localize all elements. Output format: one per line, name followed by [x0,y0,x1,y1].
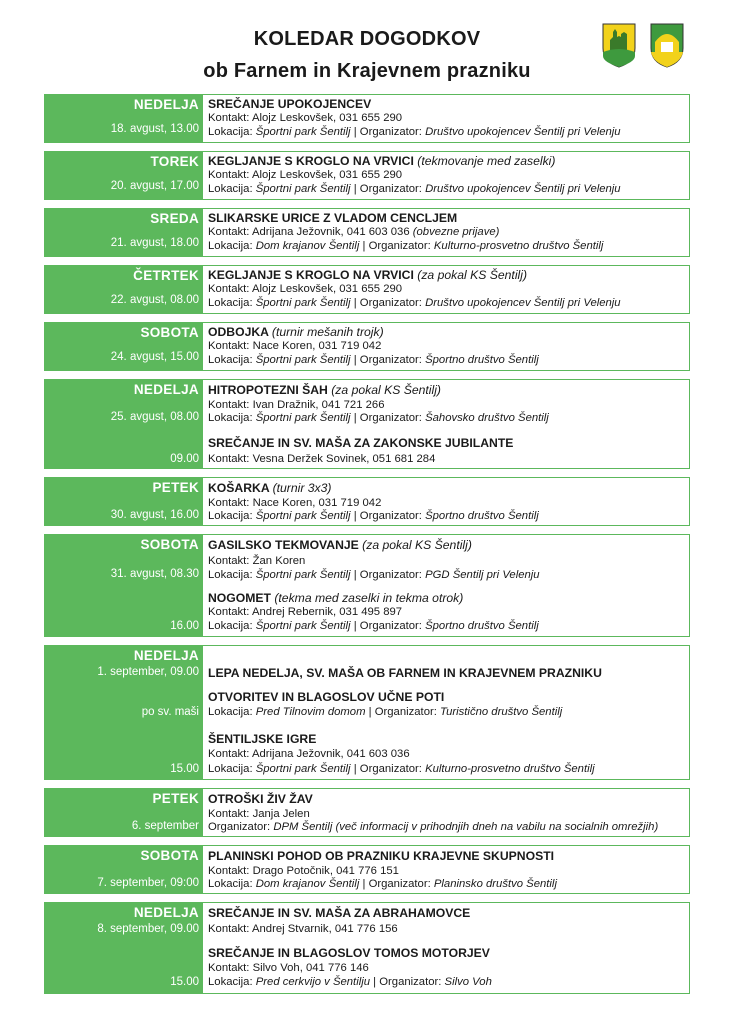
event-day: NEDELJA [133,905,199,920]
page-subtitle: ob Farnem in Krajevnem prazniku [203,60,531,82]
event-day: PETEK [152,791,199,806]
event-time: 09.00 [170,453,199,465]
event-day: NEDELJA [133,97,199,112]
event-location: Lokacija: Pred Tilnovim domom | Organizator: Turistično društvo Šentilj [208,706,563,718]
event-location: Lokacija: Športni park Šentilj | Organizator: Športno društvo Šentilj [208,510,539,522]
coat-of-arms-icon [649,22,685,68]
event-contact: Kontakt: Janja Jelen [208,808,310,820]
event-title: PLANINSKI POHOD OB PRAZNIKU KRAJEVNE SKUPNOSTI [208,849,555,863]
event-organizer: Organizator: DPM Šentilj (več informacij v prihodnjih dneh na vabilu na socialnih omrežjih) [208,821,659,833]
event-date: 25. avgust, 08.00 [110,411,199,423]
event-title: ŠENTILJSKE IGRE [208,732,317,746]
event-title: OTVORITEV IN BLAGOSLOV UČNE POTI [208,690,445,704]
event-date: 22. avgust, 08.00 [110,294,199,306]
event-contact: Kontakt: Nace Koren, 031 719 042 [208,497,382,509]
event-time: 16.00 [170,620,199,632]
event-title: SREČANJE IN SV. MAŠA ZA ZAKONSKE JUBILANTE [208,436,514,450]
event-date: 8. september, 09.00 [97,923,199,935]
event-day: NEDELJA [133,648,199,663]
event-date: 18. avgust, 13.00 [110,123,199,135]
event-title: OTROŠKI ŽIV ŽAV [208,792,313,806]
event-title: KEGLJANJE S KROGLO NA VRVICI (za pokal KS Šentilj) [208,268,528,282]
event-card [44,379,690,469]
page-title: KOLEDAR DOGODKOV [253,28,481,50]
event-title: GASILSKO TEKMOVANJE (za pokal KS Šentilj) [208,538,472,552]
event-date: 20. avgust, 17.00 [110,180,199,192]
event-card [44,845,690,894]
event-contact: Kontakt: Alojz Leskovšek, 031 655 290 [208,169,403,181]
event-location: Lokacija: Športni park Šentilj | Organizator: Društvo upokojencev Šentilj pri Velenju [208,297,621,309]
event-day: TOREK [150,154,199,169]
event-location: Lokacija: Pred cerkvijo v Šentilju | Organizator: Silvo Voh [208,976,492,988]
event-card [44,477,690,526]
event-location: Lokacija: Športni park Šentilj | Organizator: Športno društvo Šentilj [208,620,539,632]
coat-of-arms-icon [601,22,637,68]
event-location: Lokacija: Športni park Šentilj | Organizator: Društvo upokojencev Šentilj pri Velenju [208,126,621,138]
event-day: NEDELJA [133,382,199,397]
event-contact: Kontakt: Nace Koren, 031 719 042 [208,340,382,352]
event-day: SREDA [150,211,199,226]
event-contact: Kontakt: Vesna Deržek Sovinek, 051 681 284 [208,453,436,465]
event-location: Lokacija: Dom krajanov Šentilj | Organizator: Planinsko društvo Šentilj [208,878,557,890]
event-day: ČETRTEK [133,268,199,283]
event-title: HITROPOTEZNI ŠAH (za pokal KS Šentilj) [208,383,441,397]
event-title: LEPA NEDELJA, SV. MAŠA OB FARNEM IN KRAJEVNEM PRAZNIKU [208,666,602,680]
event-card [44,534,690,637]
event-day: SOBOTA [140,537,199,552]
event-card [44,645,690,780]
event-contact: Kontakt: Silvo Voh, 041 776 146 [208,962,369,974]
event-date: 1. september, 09.00 [97,666,199,678]
event-card [44,322,690,371]
event-location: Lokacija: Športni park Šentilj | Organizator: Društvo upokojencev Šentilj pri Velenju [208,183,621,195]
event-date: 31. avgust, 08.30 [110,568,199,580]
event-contact: Kontakt: Adrijana Ježovnik, 041 603 036 (obvezne prijave) [208,226,500,238]
event-contact: Kontakt: Ivan Dražnik, 041 721 266 [208,399,385,411]
event-date: 7. september, 09:00 [97,877,199,889]
event-contact: Kontakt: Alojz Leskovšek, 031 655 290 [208,112,403,124]
event-day: PETEK [152,480,199,495]
event-contact: Kontakt: Drago Potočnik, 041 776 151 [208,865,399,877]
event-contact: Kontakt: Alojz Leskovšek, 031 655 290 [208,283,403,295]
event-time: 15.00 [170,763,199,775]
event-location: Lokacija: Športni park Šentilj | Organizator: Kulturno-prosvetno društvo Šentilj [208,763,595,775]
event-title: KEGLJANJE S KROGLO NA VRVICI (tekmovanje med zaselki) [208,154,556,168]
event-card [44,94,690,143]
event-location: Lokacija: Športni park Šentilj | Organizator: Šahovsko društvo Šentilj [208,412,549,424]
event-location: Lokacija: Športni park Šentilj | Organizator: Športno društvo Šentilj [208,354,539,366]
event-date: 21. avgust, 18.00 [110,237,199,249]
event-title: SLIKARSKE URICE Z VLADOM CENCLJEM [208,211,458,225]
event-date: 30. avgust, 16.00 [110,509,199,521]
event-card [44,151,690,200]
event-title: SREČANJE IN BLAGOSLOV TOMOS MOTORJEV [208,946,490,960]
event-card [44,902,690,994]
event-card [44,788,690,837]
event-contact: Kontakt: Žan Koren [208,555,306,567]
event-day: SOBOTA [140,325,199,340]
event-title: KOŠARKA (turnir 3x3) [208,481,332,495]
event-time: po sv. maši [141,706,199,718]
event-title: ODBOJKA (turnir mešanih trojk) [208,325,384,339]
event-title: SREČANJE IN SV. MAŠA ZA ABRAHAMOVCE [208,906,471,920]
event-date: 6. september [131,820,199,832]
event-title: NOGOMET (tekma med zaselki in tekma otrok) [208,591,464,605]
event-location: Lokacija: Športni park Šentilj | Organizator: PGD Šentilj pri Velenju [208,569,540,581]
event-location: Lokacija: Dom krajanov Šentilj | Organizator: Kulturno-prosvetno društvo Šentilj [208,240,604,252]
event-contact: Kontakt: Andrej Stvarnik, 041 776 156 [208,923,398,935]
event-card [44,265,690,314]
event-time: 15.00 [170,976,199,988]
event-title: SREČANJE UPOKOJENCEV [208,97,372,111]
event-contact: Kontakt: Adrijana Ježovnik, 041 603 036 [208,748,410,760]
event-date: 24. avgust, 15.00 [110,351,199,363]
event-day: SOBOTA [140,848,199,863]
event-contact: Kontakt: Andrej Rebernik, 031 495 897 [208,606,403,618]
event-card [44,208,690,257]
